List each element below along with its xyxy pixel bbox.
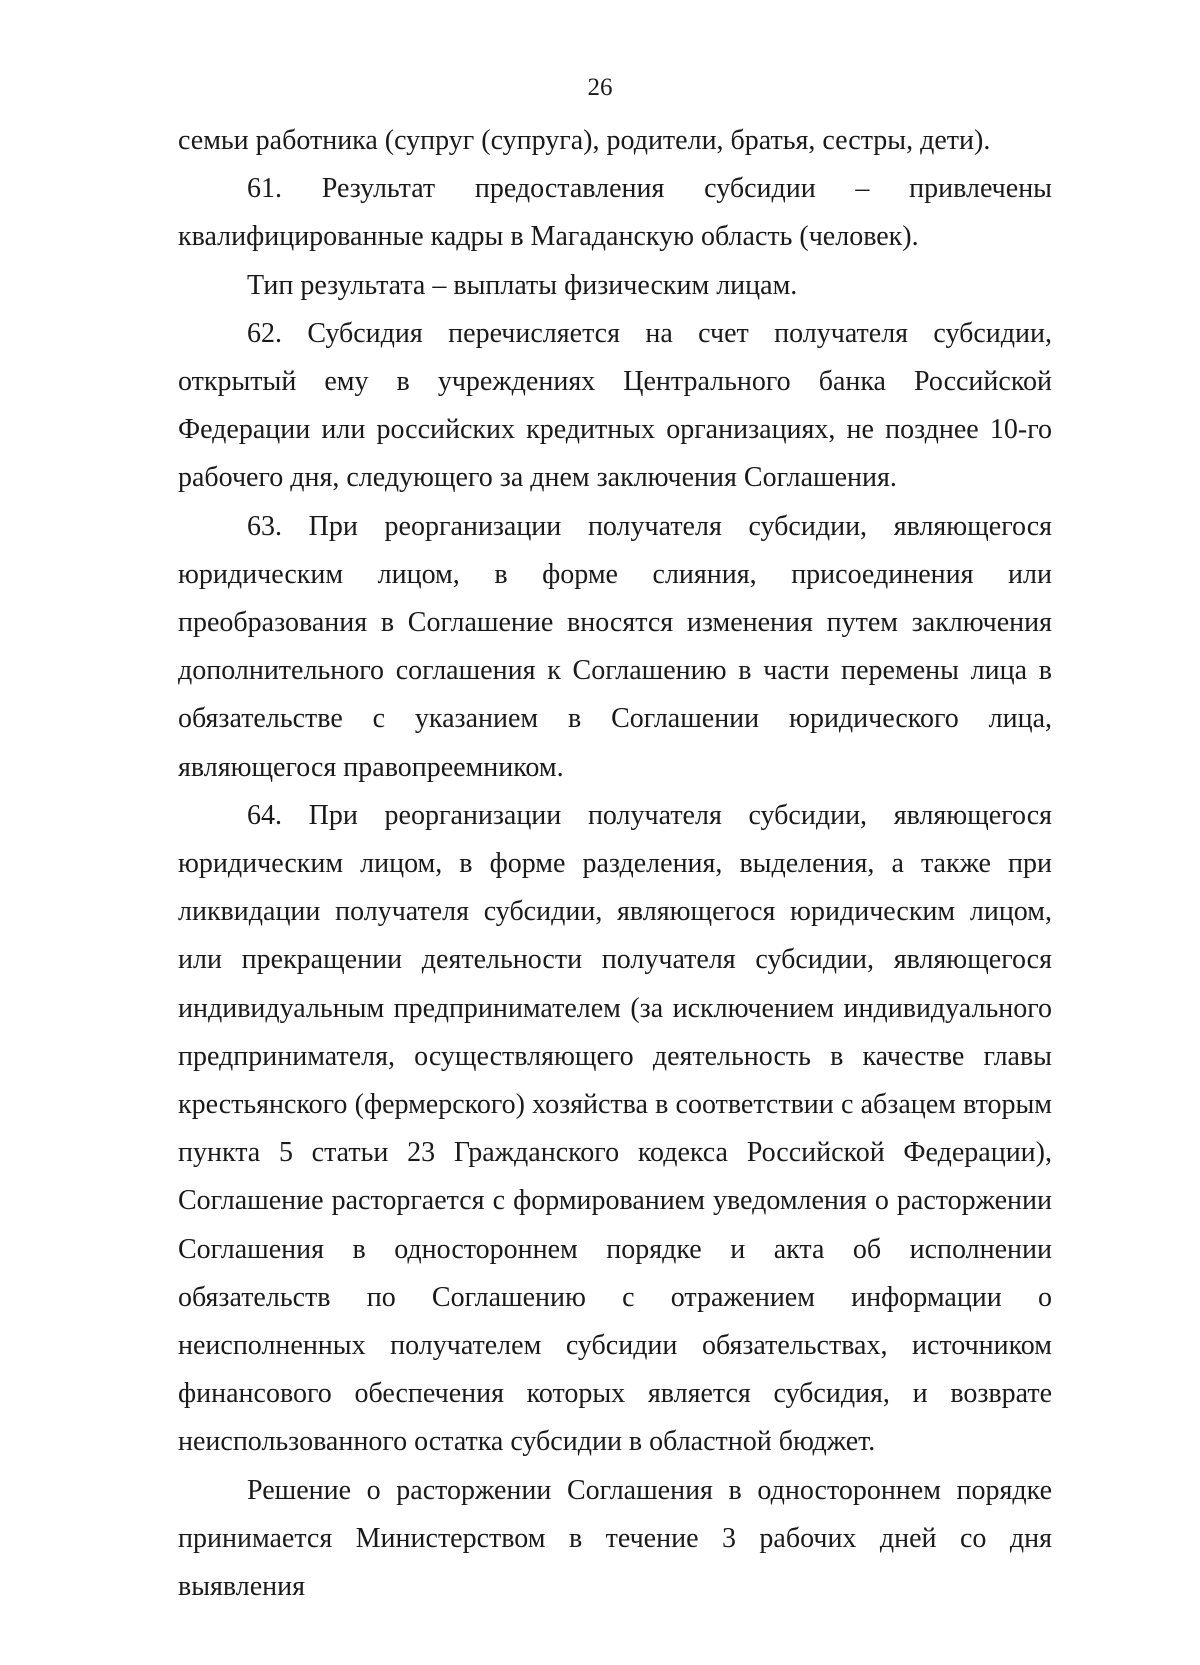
paragraph-63: 63. При реорганизации получателя субсидии, являющегося юридическим лицом, в форме слияния, присоединения или преобразования в Соглашение вносятся изменения путем заключения дополнительного соглашения к Соглашению в части перемены лица в обязательстве с указанием в Соглашении юридического лица, являющегося правопреемником. — [178, 510, 1052, 783]
paragraph-continuation: семьи работника (супруг (супруга), родители, братья, сестры, дети). — [178, 125, 991, 156]
paragraph-61: 61. Результат предоставления субсидии – привлечены квалифицированные кадры в Магаданскую область (человек). — [178, 173, 1052, 253]
document-body — [178, 117, 1052, 1611]
paragraph-62: 62. Субсидия перечисляется на счет получателя субсидии, открытый ему в учреждениях Центрального банка Российской Федерации или российских кредитных организациях, не позднее 10-го рабочего дня, следующего за днем заключения Соглашения. — [178, 317, 1052, 494]
page-number: 26 — [587, 74, 613, 101]
paragraph-decision: Решение о расторжении Соглашения в одностороннем порядке принимается Министерством в течение 3 рабочих дней со дня выявления — [178, 1474, 1052, 1603]
paragraph-result-type: Тип результата – выплаты физическим лицам. — [247, 269, 798, 301]
paragraph-64: 64. При реорганизации получателя субсидии, являющегося юридическим лицом, в форме разделения, выделения, а также при ликвидации получателя субсидии, являющегося юридическим лицом, или прекращении деятельности получателя субсидии, являющегося индивидуальным предпринимателем (за исключением индивидуального предпринимателя, осуществляющего деятельность в качестве главы крестьянского (фермерского) хозяйства в соответствии с абзацем вторым пункта 5 статьи 23 Гражданского кодекса Российской Федерации), Соглашение расторгается с формированием уведомления о расторжении Соглашения в одностороннем порядке и акта об исполнении обязательств по Соглашению с отражением информации о неисполненных получателем субсидии обязательствах, источником финансового обеспечения которых является субсидия, и возврате неиспользованного остатка субсидии в областной бюджет. — [178, 799, 1052, 1458]
